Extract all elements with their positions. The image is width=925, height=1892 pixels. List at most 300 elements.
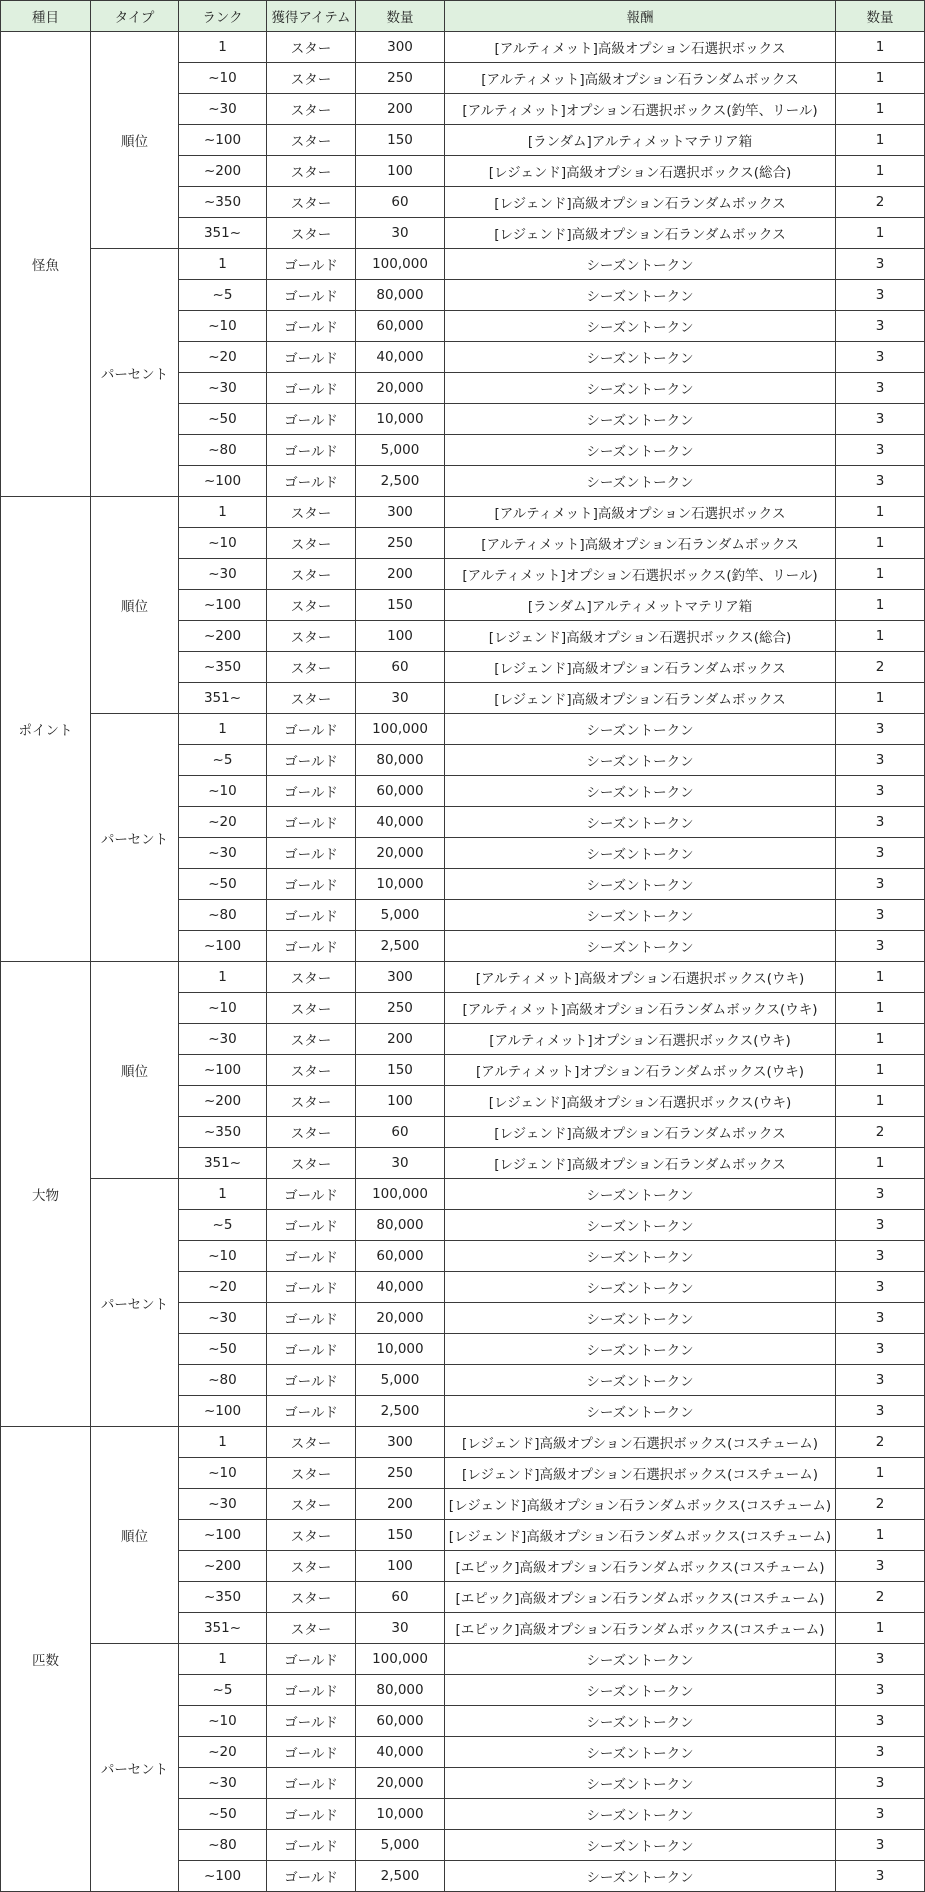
reward-cell: [エピック]高級オプション石ランダムボックス(コスチューム) [445, 1613, 836, 1644]
reward-cell: シーズントークン [445, 466, 836, 497]
rank-cell: 1 [179, 1427, 267, 1458]
rank-cell: ~200 [179, 1086, 267, 1117]
rank-cell: ~10 [179, 993, 267, 1024]
reward-count-cell: 1 [836, 218, 925, 249]
reward-count-cell: 1 [836, 156, 925, 187]
reward-count-cell: 3 [836, 1675, 925, 1706]
rank-cell: 351~ [179, 1613, 267, 1644]
amount-cell: 60,000 [356, 1241, 445, 1272]
amount-cell: 150 [356, 1520, 445, 1551]
amount-cell: 40,000 [356, 1272, 445, 1303]
rank-cell: ~50 [179, 1799, 267, 1830]
reward-cell: シーズントークン [445, 342, 836, 373]
rank-cell: ~50 [179, 1334, 267, 1365]
amount-cell: 60,000 [356, 311, 445, 342]
reward-cell: [レジェンド]高級オプション石ランダムボックス [445, 683, 836, 714]
amount-cell: 60 [356, 1117, 445, 1148]
reward-count-cell: 3 [836, 714, 925, 745]
item-cell: ゴールド [267, 249, 356, 280]
item-cell: スター [267, 1427, 356, 1458]
item-cell: ゴールド [267, 1675, 356, 1706]
reward-count-cell: 3 [836, 807, 925, 838]
reward-count-cell: 2 [836, 187, 925, 218]
reward-cell: シーズントークン [445, 900, 836, 931]
reward-cell: シーズントークン [445, 931, 836, 962]
reward-count-cell: 1 [836, 559, 925, 590]
category-cell: 怪魚 [1, 32, 91, 497]
reward-count-cell: 3 [836, 869, 925, 900]
reward-cell: シーズントークン [445, 1830, 836, 1861]
item-cell: スター [267, 218, 356, 249]
rank-cell: ~10 [179, 311, 267, 342]
reward-cell: [レジェンド]高級オプション石ランダムボックス(コスチューム) [445, 1489, 836, 1520]
item-cell: スター [267, 559, 356, 590]
rank-cell: ~100 [179, 466, 267, 497]
table-row [1, 249, 925, 280]
rank-cell: ~100 [179, 1055, 267, 1086]
table-row [1, 32, 925, 63]
item-cell: ゴールド [267, 1179, 356, 1210]
rank-cell: ~20 [179, 1737, 267, 1768]
item-cell: スター [267, 94, 356, 125]
type-cell: 順位 [91, 1427, 179, 1644]
reward-count-cell: 3 [836, 1303, 925, 1334]
rank-cell: ~100 [179, 1861, 267, 1892]
reward-count-cell: 1 [836, 32, 925, 63]
reward-cell: [エピック]高級オプション石ランダムボックス(コスチューム) [445, 1551, 836, 1582]
reward-cell: シーズントークン [445, 776, 836, 807]
reward-cell: シーズントークン [445, 1737, 836, 1768]
amount-cell: 300 [356, 1427, 445, 1458]
rank-cell: 1 [179, 497, 267, 528]
reward-count-cell: 2 [836, 1117, 925, 1148]
item-cell: ゴールド [267, 1365, 356, 1396]
amount-cell: 100,000 [356, 249, 445, 280]
rank-cell: 1 [179, 249, 267, 280]
rank-cell: ~100 [179, 1520, 267, 1551]
rank-cell: ~30 [179, 1768, 267, 1799]
rank-cell: 1 [179, 32, 267, 63]
reward-cell: [アルティメット]オプション石選択ボックス(ウキ) [445, 1024, 836, 1055]
item-cell: スター [267, 962, 356, 993]
rank-cell: ~10 [179, 1241, 267, 1272]
reward-cell: シーズントークン [445, 1179, 836, 1210]
amount-cell: 20,000 [356, 1768, 445, 1799]
header-item: 獲得アイテム [267, 1, 356, 32]
reward-cell: [レジェンド]高級オプション石ランダムボックス [445, 187, 836, 218]
reward-cell: [アルティメット]オプション石選択ボックス(釣竿、リール) [445, 559, 836, 590]
amount-cell: 100 [356, 1086, 445, 1117]
rank-cell: ~20 [179, 342, 267, 373]
reward-count-cell: 1 [836, 993, 925, 1024]
amount-cell: 80,000 [356, 745, 445, 776]
rank-cell: ~10 [179, 1458, 267, 1489]
rank-cell: ~80 [179, 1830, 267, 1861]
reward-count-cell: 1 [836, 63, 925, 94]
reward-count-cell: 3 [836, 1830, 925, 1861]
item-cell: スター [267, 1458, 356, 1489]
item-cell: スター [267, 1551, 356, 1582]
reward-count-cell: 3 [836, 435, 925, 466]
type-cell: パーセント [91, 249, 179, 497]
reward-count-cell: 3 [836, 342, 925, 373]
item-cell: スター [267, 1582, 356, 1613]
item-cell: ゴールド [267, 1644, 356, 1675]
item-cell: ゴールド [267, 869, 356, 900]
reward-count-cell: 1 [836, 1086, 925, 1117]
item-cell: ゴールド [267, 776, 356, 807]
amount-cell: 40,000 [356, 1737, 445, 1768]
amount-cell: 80,000 [356, 280, 445, 311]
reward-count-cell: 3 [836, 1644, 925, 1675]
reward-count-cell: 1 [836, 962, 925, 993]
reward-count-cell: 3 [836, 1799, 925, 1830]
reward-count-cell: 3 [836, 466, 925, 497]
item-cell: ゴールド [267, 838, 356, 869]
item-cell: ゴールド [267, 745, 356, 776]
amount-cell: 100,000 [356, 1179, 445, 1210]
amount-cell: 250 [356, 528, 445, 559]
rank-cell: ~350 [179, 1117, 267, 1148]
amount-cell: 60,000 [356, 1706, 445, 1737]
item-cell: スター [267, 187, 356, 218]
reward-cell: シーズントークン [445, 1799, 836, 1830]
reward-cell: [アルティメット]オプション石ランダムボックス(ウキ) [445, 1055, 836, 1086]
reward-count-cell: 3 [836, 838, 925, 869]
item-cell: ゴールド [267, 280, 356, 311]
rank-cell: 351~ [179, 683, 267, 714]
reward-cell: シーズントークン [445, 1365, 836, 1396]
rank-cell: ~100 [179, 1396, 267, 1427]
item-cell: ゴールド [267, 1768, 356, 1799]
reward-count-cell: 3 [836, 1272, 925, 1303]
rank-cell: ~30 [179, 1024, 267, 1055]
amount-cell: 20,000 [356, 838, 445, 869]
item-cell: ゴールド [267, 1241, 356, 1272]
amount-cell: 20,000 [356, 373, 445, 404]
table-row [1, 714, 925, 745]
item-cell: ゴールド [267, 1737, 356, 1768]
table-row [1, 1644, 925, 1675]
header-type: タイプ [91, 1, 179, 32]
amount-cell: 60 [356, 187, 445, 218]
reward-count-cell: 3 [836, 745, 925, 776]
reward-count-cell: 3 [836, 1861, 925, 1892]
reward-count-cell: 3 [836, 931, 925, 962]
amount-cell: 100,000 [356, 1644, 445, 1675]
reward-cell: シーズントークン [445, 1861, 836, 1892]
reward-count-cell: 1 [836, 1613, 925, 1644]
item-cell: ゴールド [267, 1210, 356, 1241]
amount-cell: 200 [356, 94, 445, 125]
amount-cell: 30 [356, 683, 445, 714]
reward-cell: シーズントークン [445, 1644, 836, 1675]
rank-cell: 351~ [179, 1148, 267, 1179]
rank-cell: ~10 [179, 776, 267, 807]
reward-count-cell: 1 [836, 1055, 925, 1086]
reward-cell: [アルティメット]高級オプション石選択ボックス(ウキ) [445, 962, 836, 993]
reward-cell: [レジェンド]高級オプション石ランダムボックス [445, 1148, 836, 1179]
item-cell: スター [267, 32, 356, 63]
rank-cell: ~30 [179, 373, 267, 404]
reward-cell: [アルティメット]高級オプション石ランダムボックス [445, 63, 836, 94]
item-cell: ゴールド [267, 1706, 356, 1737]
rank-cell: ~100 [179, 590, 267, 621]
reward-count-cell: 3 [836, 1210, 925, 1241]
amount-cell: 100 [356, 1551, 445, 1582]
reward-cell: シーズントークン [445, 1675, 836, 1706]
rank-cell: ~350 [179, 1582, 267, 1613]
reward-cell: シーズントークン [445, 404, 836, 435]
amount-cell: 250 [356, 1458, 445, 1489]
reward-count-cell: 1 [836, 1458, 925, 1489]
amount-cell: 10,000 [356, 869, 445, 900]
header-rank: ランク [179, 1, 267, 32]
rank-cell: 1 [179, 714, 267, 745]
rank-cell: ~5 [179, 745, 267, 776]
reward-count-cell: 1 [836, 94, 925, 125]
item-cell: ゴールド [267, 807, 356, 838]
reward-count-cell: 2 [836, 652, 925, 683]
amount-cell: 100,000 [356, 714, 445, 745]
amount-cell: 40,000 [356, 807, 445, 838]
header-amount: 数量 [356, 1, 445, 32]
reward-count-cell: 3 [836, 404, 925, 435]
item-cell: ゴールド [267, 1334, 356, 1365]
amount-cell: 200 [356, 559, 445, 590]
rank-cell: ~30 [179, 838, 267, 869]
item-cell: ゴールド [267, 900, 356, 931]
item-cell: ゴールド [267, 466, 356, 497]
amount-cell: 5,000 [356, 1365, 445, 1396]
item-cell: スター [267, 1117, 356, 1148]
reward-count-cell: 1 [836, 497, 925, 528]
item-cell: スター [267, 621, 356, 652]
reward-cell: シーズントークン [445, 745, 836, 776]
amount-cell: 60,000 [356, 776, 445, 807]
item-cell: ゴールド [267, 1396, 356, 1427]
item-cell: ゴールド [267, 1861, 356, 1892]
rank-cell: ~200 [179, 156, 267, 187]
amount-cell: 200 [356, 1489, 445, 1520]
rank-cell: ~5 [179, 280, 267, 311]
category-cell: 匹数 [1, 1427, 91, 1892]
amount-cell: 2,500 [356, 1396, 445, 1427]
reward-count-cell: 3 [836, 249, 925, 280]
item-cell: ゴールド [267, 342, 356, 373]
reward-cell: シーズントークン [445, 1241, 836, 1272]
amount-cell: 150 [356, 590, 445, 621]
item-cell: ゴールド [267, 931, 356, 962]
amount-cell: 2,500 [356, 466, 445, 497]
item-cell: スター [267, 1489, 356, 1520]
rank-cell: ~80 [179, 1365, 267, 1396]
reward-count-cell: 3 [836, 1365, 925, 1396]
rank-cell: ~50 [179, 404, 267, 435]
rank-cell: ~350 [179, 652, 267, 683]
type-cell: パーセント [91, 714, 179, 962]
reward-count-cell: 3 [836, 1737, 925, 1768]
reward-cell: [アルティメット]高級オプション石選択ボックス [445, 32, 836, 63]
reward-cell: [アルティメット]高級オプション石選択ボックス [445, 497, 836, 528]
rank-cell: 1 [179, 1179, 267, 1210]
item-cell: スター [267, 590, 356, 621]
item-cell: スター [267, 1520, 356, 1551]
item-cell: スター [267, 993, 356, 1024]
item-cell: スター [267, 1613, 356, 1644]
reward-cell: シーズントークン [445, 1334, 836, 1365]
reward-cell: [ランダム]アルティメットマテリア箱 [445, 590, 836, 621]
item-cell: スター [267, 125, 356, 156]
reward-count-cell: 2 [836, 1427, 925, 1458]
rank-cell: ~30 [179, 1489, 267, 1520]
reward-cell: [レジェンド]高級オプション石ランダムボックス [445, 218, 836, 249]
header-reward: 報酬 [445, 1, 836, 32]
amount-cell: 10,000 [356, 1334, 445, 1365]
reward-cell: シーズントークン [445, 1396, 836, 1427]
reward-count-cell: 1 [836, 1520, 925, 1551]
reward-cell: [エピック]高級オプション石ランダムボックス(コスチューム) [445, 1582, 836, 1613]
amount-cell: 250 [356, 993, 445, 1024]
rank-cell: ~100 [179, 931, 267, 962]
rank-cell: ~20 [179, 1272, 267, 1303]
header-row [1, 1, 925, 32]
reward-cell: シーズントークン [445, 1706, 836, 1737]
reward-cell: シーズントークン [445, 280, 836, 311]
type-cell: 順位 [91, 962, 179, 1179]
reward-cell: シーズントークン [445, 1272, 836, 1303]
amount-cell: 10,000 [356, 404, 445, 435]
amount-cell: 150 [356, 1055, 445, 1086]
item-cell: スター [267, 652, 356, 683]
item-cell: ゴールド [267, 1830, 356, 1861]
amount-cell: 300 [356, 497, 445, 528]
amount-cell: 30 [356, 218, 445, 249]
item-cell: スター [267, 528, 356, 559]
type-cell: 順位 [91, 32, 179, 249]
reward-count-cell: 3 [836, 1768, 925, 1799]
reward-count-cell: 1 [836, 683, 925, 714]
item-cell: スター [267, 156, 356, 187]
rank-cell: ~20 [179, 807, 267, 838]
reward-count-cell: 1 [836, 125, 925, 156]
category-cell: 大物 [1, 962, 91, 1427]
reward-cell: [アルティメット]オプション石選択ボックス(釣竿、リール) [445, 94, 836, 125]
reward-cell: [レジェンド]高級オプション石ランダムボックス(コスチューム) [445, 1520, 836, 1551]
header-category: 種目 [1, 1, 91, 32]
item-cell: ゴールド [267, 714, 356, 745]
amount-cell: 100 [356, 621, 445, 652]
table-row [1, 497, 925, 528]
rank-cell: ~200 [179, 621, 267, 652]
rank-cell: ~5 [179, 1210, 267, 1241]
amount-cell: 100 [356, 156, 445, 187]
item-cell: ゴールド [267, 373, 356, 404]
amount-cell: 150 [356, 125, 445, 156]
reward-count-cell: 1 [836, 528, 925, 559]
amount-cell: 80,000 [356, 1210, 445, 1241]
rank-cell: 1 [179, 962, 267, 993]
reward-cell: シーズントークン [445, 869, 836, 900]
item-cell: ゴールド [267, 1799, 356, 1830]
reward-cell: [レジェンド]高級オプション石選択ボックス(総合) [445, 621, 836, 652]
amount-cell: 10,000 [356, 1799, 445, 1830]
reward-count-cell: 1 [836, 1148, 925, 1179]
reward-cell: シーズントークン [445, 311, 836, 342]
reward-count-cell: 2 [836, 1582, 925, 1613]
reward-cell: シーズントークン [445, 373, 836, 404]
header-reward-count: 数量 [836, 1, 925, 32]
reward-count-cell: 3 [836, 1396, 925, 1427]
reward-cell: [レジェンド]高級オプション石選択ボックス(コスチューム) [445, 1458, 836, 1489]
amount-cell: 2,500 [356, 931, 445, 962]
reward-count-cell: 3 [836, 373, 925, 404]
reward-cell: シーズントークン [445, 1303, 836, 1334]
reward-cell: [レジェンド]高級オプション石選択ボックス(総合) [445, 156, 836, 187]
reward-cell: シーズントークン [445, 838, 836, 869]
reward-count-cell: 3 [836, 280, 925, 311]
amount-cell: 80,000 [356, 1675, 445, 1706]
reward-count-cell: 3 [836, 1551, 925, 1582]
type-cell: パーセント [91, 1179, 179, 1427]
rank-cell: ~80 [179, 900, 267, 931]
reward-cell: シーズントークン [445, 1210, 836, 1241]
rank-cell: ~100 [179, 125, 267, 156]
reward-cell: [レジェンド]高級オプション石ランダムボックス [445, 652, 836, 683]
item-cell: スター [267, 63, 356, 94]
reward-count-cell: 3 [836, 776, 925, 807]
rank-cell: ~5 [179, 1675, 267, 1706]
rank-cell: ~30 [179, 559, 267, 590]
reward-cell: シーズントークン [445, 1768, 836, 1799]
amount-cell: 2,500 [356, 1861, 445, 1892]
reward-count-cell: 1 [836, 621, 925, 652]
reward-count-cell: 1 [836, 590, 925, 621]
rank-cell: ~30 [179, 1303, 267, 1334]
amount-cell: 250 [356, 63, 445, 94]
type-cell: パーセント [91, 1644, 179, 1892]
category-cell: ポイント [1, 497, 91, 962]
amount-cell: 5,000 [356, 900, 445, 931]
reward-cell: [レジェンド]高級オプション石選択ボックス(ウキ) [445, 1086, 836, 1117]
item-cell: スター [267, 683, 356, 714]
type-cell: 順位 [91, 497, 179, 714]
rank-cell: ~50 [179, 869, 267, 900]
reward-cell: [ランダム]アルティメットマテリア箱 [445, 125, 836, 156]
rank-cell: ~10 [179, 1706, 267, 1737]
amount-cell: 60 [356, 652, 445, 683]
reward-cell: シーズントークン [445, 435, 836, 466]
item-cell: ゴールド [267, 1303, 356, 1334]
rank-cell: 1 [179, 1644, 267, 1675]
reward-count-cell: 3 [836, 900, 925, 931]
amount-cell: 20,000 [356, 1303, 445, 1334]
item-cell: スター [267, 1055, 356, 1086]
item-cell: ゴールド [267, 311, 356, 342]
reward-count-cell: 3 [836, 1706, 925, 1737]
amount-cell: 5,000 [356, 1830, 445, 1861]
amount-cell: 30 [356, 1148, 445, 1179]
item-cell: ゴールド [267, 435, 356, 466]
reward-count-cell: 1 [836, 1024, 925, 1055]
reward-cell: シーズントークン [445, 249, 836, 280]
amount-cell: 30 [356, 1613, 445, 1644]
reward-count-cell: 3 [836, 311, 925, 342]
rank-cell: ~30 [179, 94, 267, 125]
item-cell: スター [267, 1024, 356, 1055]
table-row [1, 962, 925, 993]
reward-count-cell: 3 [836, 1334, 925, 1365]
